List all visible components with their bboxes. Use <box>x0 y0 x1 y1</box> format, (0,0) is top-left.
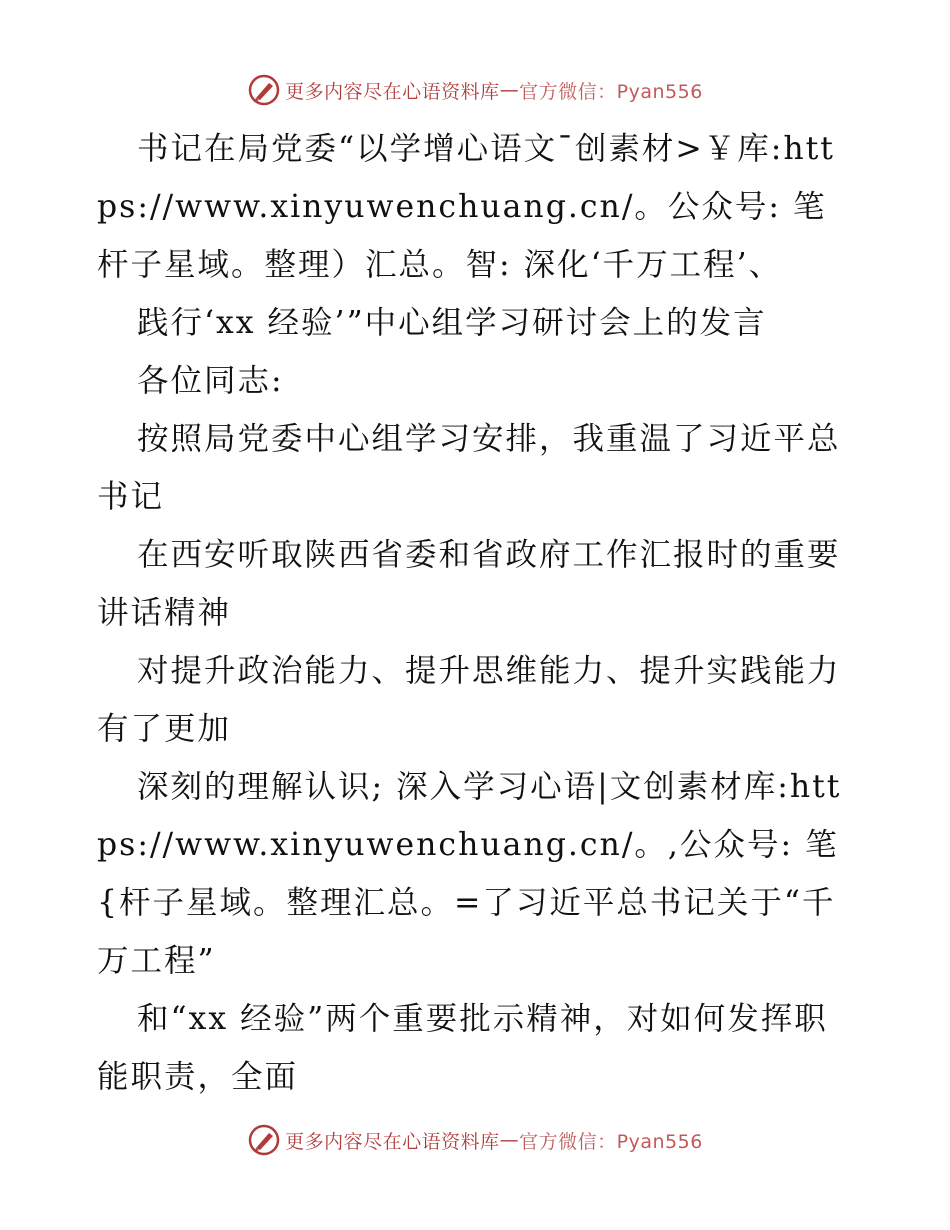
footer-banner <box>0 1120 950 1160</box>
header-text: 更多内容尽在心语资料库 <box>285 80 500 103</box>
footer-wechat: 官方微信：Pyan556 <box>519 1130 703 1153</box>
paragraph-2: 践行‘xx 经验’”中心组学习研讨会上的发言 <box>137 305 767 341</box>
paragraph-4: 按照局党委中心组学习安排，我重温了习近平总书记 <box>97 421 841 515</box>
paragraph-7: 深刻的理解认识; 深入学习心语|文创素材库:https://www.xinyuwenchuang.cn/。,公众号: 笔{杆子星域。整理汇总。=了习近平总书记关于“千万工程” <box>97 769 842 979</box>
paragraph-3: 各位同志: <box>137 363 284 399</box>
pen-seal-icon <box>247 1123 281 1157</box>
paragraph-6: 对提升政治能力、提升思维能力、提升实践能力有了更加 <box>97 653 841 747</box>
paragraph-1: 书记在局党委“以学增心语文¯创素材>￥库:https://www.xinyuwenchuang.cn/。公众号: 笔杆子星域。整理）汇总。智: 深化‘千万工程’、 <box>97 131 835 283</box>
header-separator: — <box>499 79 520 101</box>
footer-text: 更多内容尽在心语资料库 <box>285 1130 500 1153</box>
document-body <box>97 120 857 1106</box>
header-banner <box>0 70 950 110</box>
header-wechat: 官方微信：Pyan556 <box>519 80 703 103</box>
paragraph-5: 在西安听取陕西省委和省政府工作汇报时的重要讲话精神 <box>97 537 841 631</box>
paragraph-8: 和“xx 经验”两个重要批示精神，对如何发挥职能职责，全面 <box>97 1001 828 1095</box>
pen-seal-icon <box>247 73 281 107</box>
footer-separator: — <box>499 1129 520 1151</box>
